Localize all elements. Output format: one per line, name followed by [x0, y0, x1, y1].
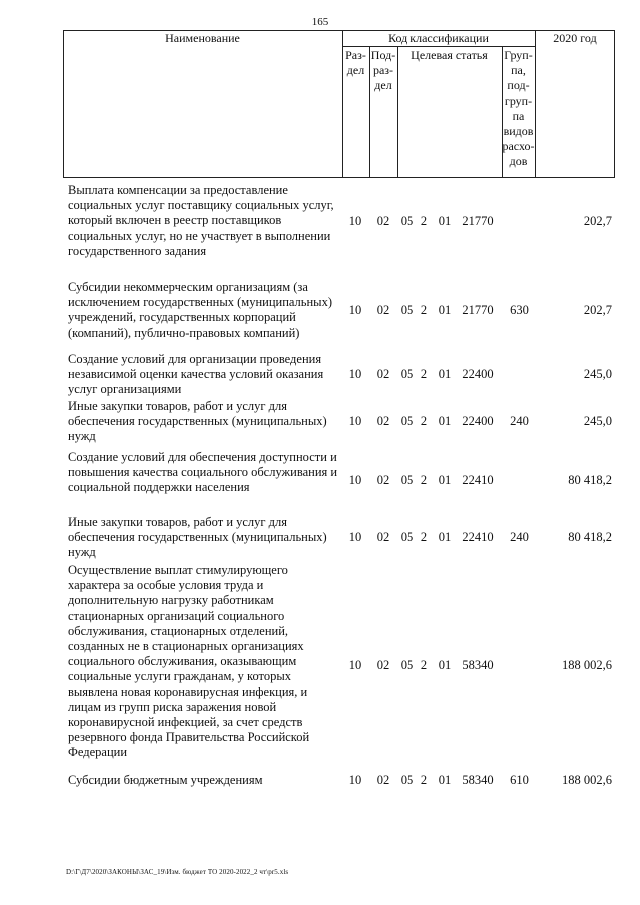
- cell-amount: 80 418,2: [568, 473, 612, 487]
- row-name: Выплата компенсации за предоставление социальных услуг поставщику социальных услуг, который включен в реестр поставщиков социальных услуг, но не участвует в выполнении государственного задания: [68, 183, 334, 258]
- cell-rz: 10: [348, 367, 362, 381]
- cell-amount: 245,0: [583, 414, 612, 428]
- cell-pr: 02: [376, 367, 390, 381]
- cell-amount: 202,7: [583, 303, 612, 317]
- cell-rz: 10: [348, 473, 362, 487]
- cell-vr: 630: [510, 303, 529, 317]
- cell-csr3: 01: [438, 473, 452, 487]
- cell-amount: 80 418,2: [568, 530, 612, 544]
- page-number: 165: [311, 16, 329, 28]
- table-header: [63, 30, 615, 178]
- cell-csr4: 22400: [462, 414, 494, 428]
- cell-csr4: 21770: [462, 214, 494, 228]
- cell-csr3: 01: [438, 414, 452, 428]
- header-group: Груп- па, под- груп- па видов расхо- дов: [502, 48, 535, 169]
- cell-csr3: 01: [438, 214, 452, 228]
- header-name: Наименование: [165, 31, 240, 45]
- cell-csr1: 05: [400, 367, 414, 381]
- header-section: Раз- дел: [345, 48, 366, 77]
- cell-csr1: 05: [400, 530, 414, 544]
- cell-csr2: 2: [420, 367, 428, 381]
- cell-csr4: 58340: [462, 658, 494, 672]
- cell-rz: 10: [348, 658, 362, 672]
- row-name: Иные закупки товаров, работ и услуг для обеспечения государственных (муниципальных) нужд: [68, 399, 327, 444]
- cell-csr3: 01: [438, 530, 452, 544]
- cell-csr4: 22410: [462, 530, 494, 544]
- cell-pr: 02: [376, 214, 390, 228]
- cell-rz: 10: [348, 214, 362, 228]
- cell-csr1: 05: [400, 414, 414, 428]
- cell-csr2: 2: [420, 214, 428, 228]
- cell-vr: 240: [510, 414, 529, 428]
- cell-pr: 02: [376, 530, 390, 544]
- cell-rz: 10: [348, 303, 362, 317]
- cell-pr: 02: [376, 773, 390, 787]
- row-name: Субсидии бюджетным учреждениям: [68, 773, 263, 787]
- cell-csr4: 22410: [462, 473, 494, 487]
- header-year: 2020 год: [553, 31, 597, 45]
- cell-rz: 10: [348, 414, 362, 428]
- cell-csr1: 05: [400, 773, 414, 787]
- cell-rz: 10: [348, 773, 362, 787]
- row-name: Иные закупки товаров, работ и услуг для обеспечения государственных (муниципальных) нужд: [68, 515, 327, 560]
- cell-csr2: 2: [420, 473, 428, 487]
- cell-vr: 240: [510, 530, 529, 544]
- row-name: Создание условий для обеспечения доступности и повышения качества социального обслуживания и социальной поддержки населения: [68, 450, 338, 495]
- cell-csr4: 21770: [462, 303, 494, 317]
- cell-csr4: 22400: [462, 367, 494, 381]
- cell-pr: 02: [376, 414, 390, 428]
- cell-amount: 188 002,6: [562, 658, 612, 672]
- row-name: Создание условий для организации проведения независимой оценки качества условий оказания услуг организациями: [68, 352, 324, 397]
- header-target: Целевая статья: [411, 48, 488, 62]
- row-name: Осуществление выплат стимулирующего характера за особые условия труда и дополнительную нагрузку работникам стационарных организаций социального обслуживания, стационарных отделений, созданных не в стационарных организациях социального обслуживания, оказывающим социальные услуги гражданам, у которых выявлена новая коронавирусная инфекция, и лицам из групп риска заражения новой коронавирусной инфекцией, за счет средств резервного фонда Правительства Российской Федерации: [68, 563, 310, 760]
- cell-csr1: 05: [400, 303, 414, 317]
- header-classification: Код классификации: [388, 31, 489, 45]
- cell-rz: 10: [348, 530, 362, 544]
- cell-amount: 202,7: [583, 214, 612, 228]
- cell-pr: 02: [376, 473, 390, 487]
- cell-csr1: 05: [400, 214, 414, 228]
- cell-vr: 610: [510, 773, 529, 787]
- cell-pr: 02: [376, 658, 390, 672]
- header-subsection: Под- раз- дел: [370, 48, 396, 92]
- cell-csr3: 01: [438, 367, 452, 381]
- cell-csr1: 05: [400, 658, 414, 672]
- cell-amount: 188 002,6: [562, 773, 612, 787]
- cell-csr1: 05: [400, 473, 414, 487]
- cell-csr2: 2: [420, 303, 428, 317]
- cell-csr3: 01: [438, 773, 452, 787]
- cell-csr3: 01: [438, 303, 452, 317]
- divider: [342, 46, 535, 47]
- divider: [397, 46, 398, 178]
- row-name: Субсидии некоммерческим организациям (за исключением государственных (муниципальных) учреждений, государственных корпораций (компаний), публично-правовых компаний): [68, 280, 332, 340]
- file-path-footer: D:\Г\Д7\2020\ЗАКОНЫ\ЗАС_19\Изм. бюджет ТО 2020-2022_2 чт\pr5.xls: [66, 868, 289, 876]
- cell-csr2: 2: [420, 658, 428, 672]
- cell-csr4: 58340: [462, 773, 494, 787]
- cell-csr2: 2: [420, 530, 428, 544]
- divider: [535, 30, 536, 178]
- cell-amount: 245,0: [583, 367, 612, 381]
- cell-pr: 02: [376, 303, 390, 317]
- cell-csr2: 2: [420, 414, 428, 428]
- cell-csr2: 2: [420, 773, 428, 787]
- cell-csr3: 01: [438, 658, 452, 672]
